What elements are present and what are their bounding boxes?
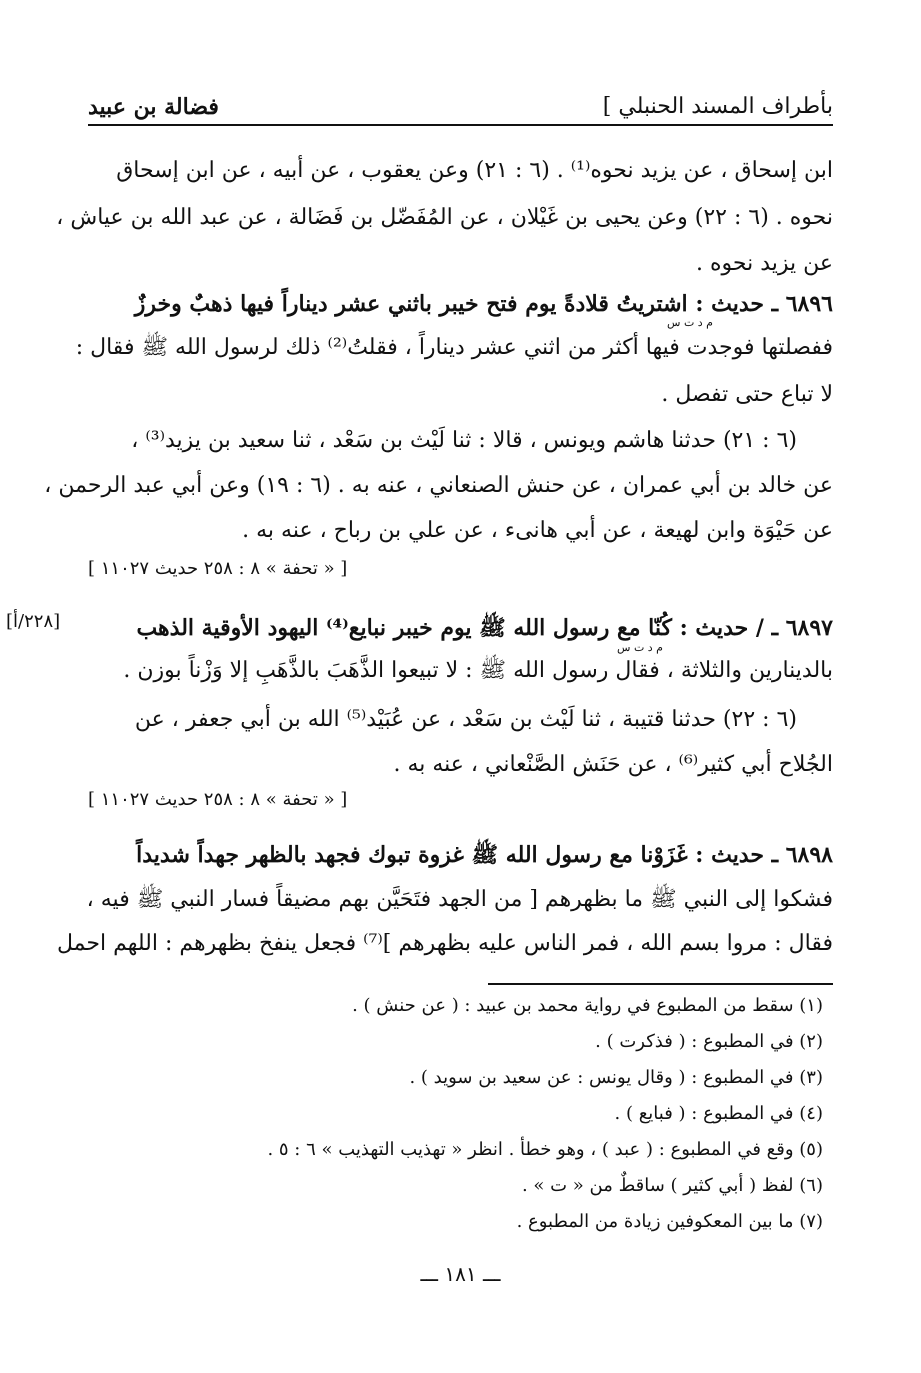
isnad-6896-line-1: (٦ : ٢١) حدثنا هاشم ويونس ، قالا : ثنا لَيْث بن سَعْد ، ثنا سعيد بن يزيد⁽³⁾ ،	[131, 428, 797, 453]
footnote-5: (٥) وقع في المطبوع : ( عبد ) ، وهو خطأ . انظر « تهذيب التهذيب » ٦ : ٥ .	[267, 1139, 823, 1160]
hadith-6896-line-2: ففصلتها فوجدت فيها أكثر من اثني عشر ديناراً ، فقلتُ⁽²⁾ ذلك لرسول الله ﷺ فقال :	[75, 335, 833, 360]
page-number: ـــ ١٨١ ـــ	[420, 1262, 501, 1286]
tuhfa-ref-6897: [ « تحفة » ٨ : ٢٥٨ حديث ١١٠٢٧ ]	[88, 789, 348, 810]
hadith-6896-sigla: م د ت س	[667, 316, 713, 329]
isnad-6897-line-1: (٦ : ٢٢) حدثنا قتيبة ، ثنا لَيْث بن سَعْد ، عن عُبَيْد⁽⁵⁾ الله بن أبي جعفر ، عن	[134, 707, 797, 732]
footnote-2: (٢) في المطبوع : ( فذكرت ) .	[595, 1031, 823, 1052]
isnad-6896-line-3: عن حَيْوَة وابن لهيعة ، عن أبي هانىء ، عن علي بن رباح ، عنه به .	[242, 518, 833, 543]
running-header	[88, 88, 833, 128]
footnote-3: (٣) في المطبوع : ( وقال يونس : عن سعيد بن سويد ) .	[409, 1067, 823, 1088]
hadith-6898-line-3: فقال : مروا بسم الله ، فمر الناس عليه بظهرهم ]⁽⁷⁾ فجعل ينفخ بظهرهم : اللهم احمل	[57, 931, 833, 956]
manuscript-folio-note: [٢٢٨/أ]	[6, 611, 61, 632]
hadith-6897-line-2: بالدينارين والثلاثة ، فقال رسول الله ﷺ : لا تبيعوا الذَّهَبَ بالذَّهَبِ إلا وَزْناً بوزن .	[123, 658, 833, 683]
hadith-6897-sigla: م د ت س	[617, 641, 663, 654]
hadith-6896-line-1: ٦٨٩٦ ـ حديث : اشتريتُ قلادةً يوم فتح خيبر باثني عشر ديناراً فيها ذهبٌ وخرزٌ	[134, 291, 833, 317]
footnote-separator	[488, 983, 833, 985]
tuhfa-ref-6896: [ « تحفة » ٨ : ٢٥٨ حديث ١١٠٢٧ ]	[88, 558, 348, 579]
header-book-title: بأطراف المسند الحنبلي ]	[602, 94, 833, 119]
header-chapter-title: فضالة بن عبيد	[88, 94, 219, 120]
isnad-6896-line-2: عن خالد بن أبي عمران ، عن حنش الصنعاني ، عنه به . (٦ : ١٩) وعن أبي عبد الرحمن ،	[44, 473, 833, 498]
header-rule	[88, 124, 833, 126]
footnote-6: (٦) لفظ ( أبي كثير ) ساقطٌ من « ت » .	[521, 1175, 823, 1196]
hadith-6897-line-1: ٦٨٩٧ ـ / حديث : كُنّا مع رسول الله ﷺ يوم خيبر نبايع⁽⁴⁾ اليهود الأوقية الذهب	[136, 615, 833, 641]
hadith-6898-line-1: ٦٨٩٨ ـ حديث : غَزَوْنا مع رسول الله ﷺ غزوة تبوك فجهد بالظهر جهداً شديداً	[136, 842, 833, 868]
text-line-2: نحوه . (٦ : ٢٢) وعن يحيى بن غَيْلان ، عن المُفَضّل بن فَضَالة ، عن عبد الله بن عياش ،	[56, 205, 833, 230]
footnote-7: (٧) ما بين المعكوفين زيادة من المطبوع .	[516, 1211, 823, 1232]
isnad-6897-line-2: الجُلاح أبي كثير⁽⁶⁾ ، عن حَنَش الصَّنْعاني ، عنه به .	[393, 752, 833, 777]
text-line-1: ابن إسحاق ، عن يزيد نحوه⁽¹⁾ . (٦ : ٢١) وعن يعقوب ، عن أبيه ، عن ابن إسحاق	[116, 158, 833, 183]
footnote-4: (٤) في المطبوع : ( فبايع ) .	[614, 1103, 823, 1124]
text-line-3: عن يزيد نحوه .	[696, 251, 833, 276]
hadith-6898-line-2: فشكوا إلى النبي ﷺ ما بظهرهم [ من الجهد فتَحَيَّن بهم مضيقاً فسار النبي ﷺ فيه ،	[86, 887, 833, 912]
footnote-1: (١) سقط من المطبوع في رواية محمد بن عبيد : ( عن حنش ) .	[352, 995, 823, 1016]
hadith-6896-line-3: لا تباع حتى تفصل .	[661, 382, 833, 407]
